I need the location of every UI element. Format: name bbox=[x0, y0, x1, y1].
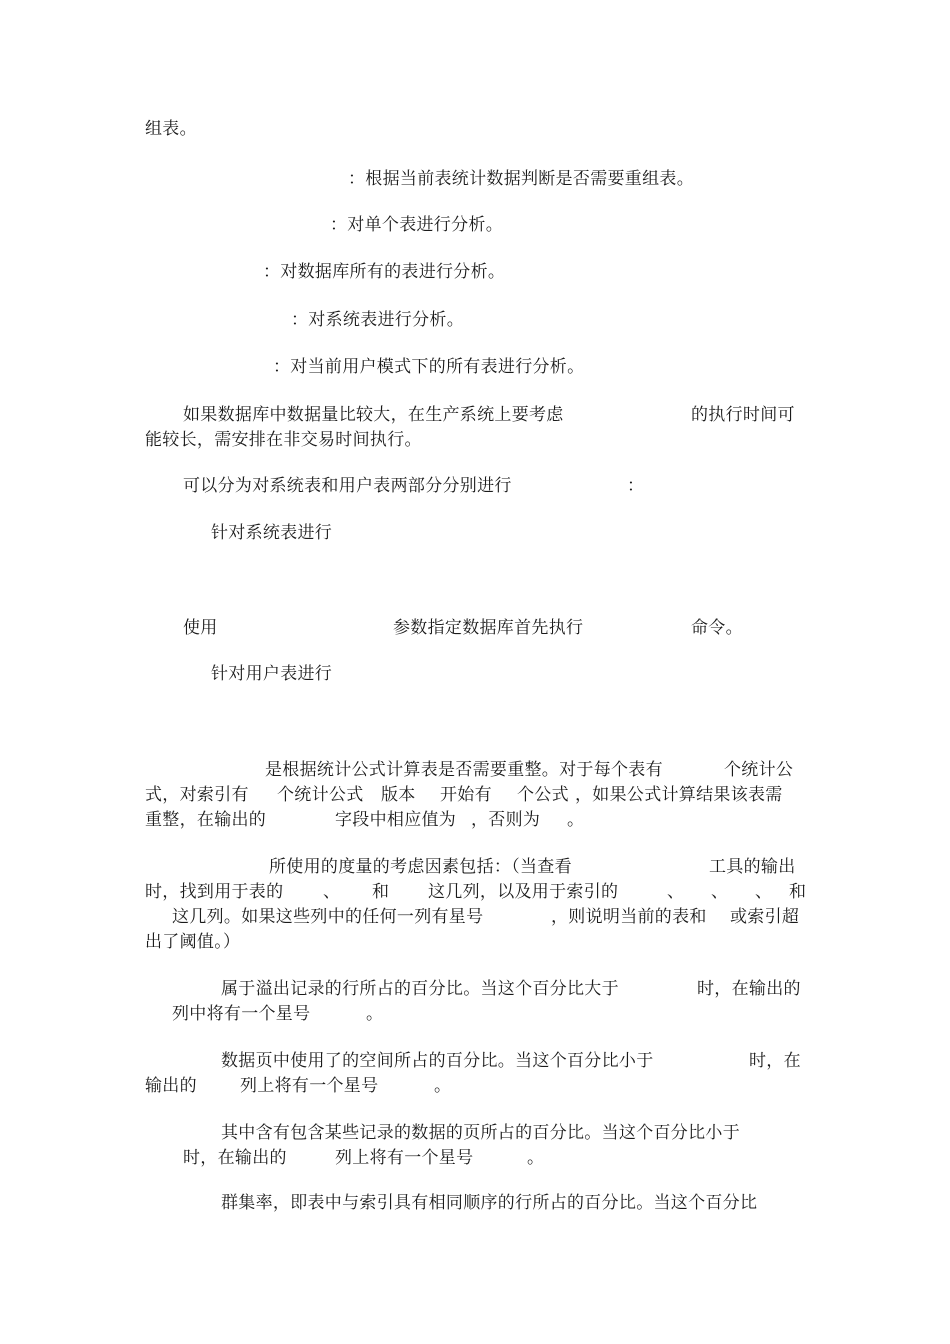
text-line: 数据页中使用了的空间所占的百分比。当这个百分比小于 bbox=[221, 1051, 654, 1071]
text-line: ，则说明当前的表和 bbox=[551, 907, 707, 927]
text-line: 使用 bbox=[183, 618, 218, 638]
text-line: 群集率，即表中与索引具有相同顺序的行所占的百分比。当这个百分比 bbox=[221, 1193, 758, 1213]
text-line: 列上将有一个星号 bbox=[240, 1076, 379, 1096]
text-line: 时，在 bbox=[749, 1051, 801, 1071]
text-line: 个统计公式 bbox=[277, 785, 364, 805]
text-line: 这几列。如果这些列中的任何一列有星号 bbox=[172, 907, 484, 927]
text-line: 所使用的度量的考虑因素包括：（当查看 bbox=[269, 857, 572, 877]
text-line: 个公式 bbox=[517, 785, 569, 805]
text-line: ：根据当前表统计数据判断是否需要重组表。 bbox=[348, 169, 694, 189]
text-line: 、 bbox=[667, 882, 685, 902]
text-line: 的执行时间可 bbox=[691, 405, 795, 425]
text-line: 。 bbox=[434, 1076, 452, 1096]
text-line: 版本 bbox=[381, 785, 416, 805]
text-line: ，否则为 bbox=[471, 810, 541, 830]
text-line: 能较长，需安排在非交易时间执行。 bbox=[145, 430, 422, 450]
text-line: ：对单个表进行分析。 bbox=[330, 215, 503, 235]
text-line: ：对系统表进行分析。 bbox=[291, 310, 464, 330]
text-line: 列上将有一个星号 bbox=[335, 1148, 474, 1168]
text-line: ，如果公式计算结果该表需 bbox=[575, 785, 783, 805]
text-line: 输出的 bbox=[145, 1076, 197, 1096]
text-line: 时，在输出的 bbox=[183, 1148, 287, 1168]
text-line: 参数指定数据库首先执行 bbox=[393, 618, 584, 638]
text-line: 个统计公 bbox=[724, 760, 794, 780]
text-line: 式，对索引有 bbox=[145, 785, 249, 805]
text-line: 是根据统计公式计算表是否需要重整。对于每个表有 bbox=[265, 760, 663, 780]
text-line: 时，找到用于表的 bbox=[145, 882, 284, 902]
text-line: 出了阈值。） bbox=[145, 932, 241, 952]
text-line: ：对当前用户模式下的所有表进行分析。 bbox=[273, 357, 585, 377]
text-line: 其中含有包含某些记录的数据的页所占的百分比。当这个百分比小于 bbox=[221, 1123, 740, 1143]
text-line: 组表。 bbox=[145, 119, 197, 139]
text-line: 、 bbox=[711, 882, 729, 902]
text-line: 或索引超 bbox=[730, 907, 800, 927]
text-line: 命令。 bbox=[691, 618, 743, 638]
text-line: 时，在输出的 bbox=[697, 979, 801, 999]
text-line: 、 bbox=[323, 882, 341, 902]
text-line: 。 bbox=[527, 1148, 545, 1168]
text-line: 和 bbox=[789, 882, 807, 902]
text-line: 开始有 bbox=[440, 785, 492, 805]
text-line: 。 bbox=[567, 810, 585, 830]
text-line: 。 bbox=[366, 1004, 384, 1024]
text-line: ：对数据库所有的表进行分析。 bbox=[263, 262, 506, 282]
text-line: 字段中相应值为 bbox=[335, 810, 457, 830]
text-line: 属于溢出记录的行所占的百分比。当这个百分比大于 bbox=[221, 979, 619, 999]
text-line: ： bbox=[627, 476, 645, 496]
text-line: 、 bbox=[755, 882, 773, 902]
text-line: 重整，在输出的 bbox=[145, 810, 267, 830]
text-line: 针对用户表进行 bbox=[211, 664, 333, 684]
text-line: 如果数据库中数据量比较大，在生产系统上要考虑 bbox=[183, 405, 564, 425]
text-line: 和 bbox=[372, 882, 390, 902]
text-line: 可以分为对系统表和用户表两部分分别进行 bbox=[183, 476, 512, 496]
text-line: 这几列，以及用于索引的 bbox=[428, 882, 619, 902]
text-line: 列中将有一个星号 bbox=[172, 1004, 311, 1024]
text-line: 针对系统表进行 bbox=[211, 523, 333, 543]
text-line: 工具的输出 bbox=[709, 857, 796, 877]
